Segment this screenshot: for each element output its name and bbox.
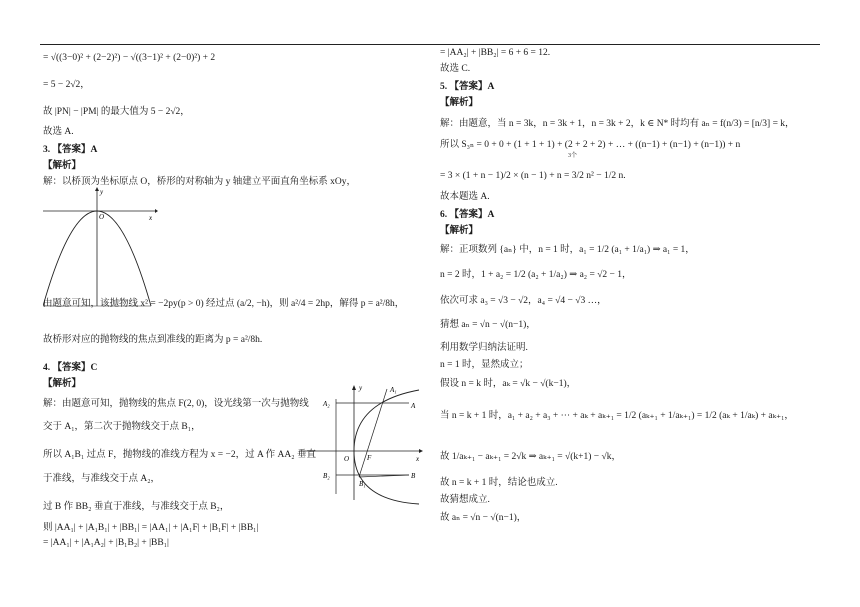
equation-line: = 5 − 2√2， bbox=[43, 80, 90, 90]
axis-label-y: y bbox=[100, 188, 104, 196]
q6-text: 当 n = k + 1 时，a₁ + a₂ + a₃ + ⋯ + aₖ + aₖ₊₁ = 1/2 (aₖ₊₁ + 1/aₖ₊₁) = 1/2 (aₖ + 1/aₖ) + aₖ₊₁， bbox=[440, 411, 794, 421]
q4-text: 所以 A₁B₁ 过点 F，抛物线的准线方程为 x = −2，过 A 作 AA₂ 垂直 bbox=[43, 450, 316, 460]
equation-line: = √((3−0)² + (2−2)²) − √((3−1)² + (2−0)²) + 2 bbox=[43, 53, 216, 63]
q6-text: 故 aₙ = √n − √(n−1)， bbox=[440, 513, 527, 523]
q6-text: 解：正项数列 {aₙ} 中，n = 1 时，a₁ = 1/2 (a₁ + 1/a₁) ⇒ a₁ = 1， bbox=[440, 245, 695, 255]
q6-text: 猜想 aₙ = √n − √(n−1)， bbox=[440, 320, 536, 330]
point-label-b1: B₁ bbox=[359, 480, 366, 488]
origin-label: O bbox=[344, 455, 350, 463]
equation-line: = |AA₂| + |BB₂| = 6 + 6 = 12. bbox=[440, 48, 551, 58]
q4-text: 交于 A₁，第二次于抛物线交于点 B₁， bbox=[43, 422, 201, 432]
point-label-a1: A₁ bbox=[390, 386, 397, 394]
axis-label-x: x bbox=[149, 214, 153, 222]
point-label-a: A bbox=[411, 402, 416, 410]
focus-label: F bbox=[367, 454, 372, 462]
conclusion-line: 故 |PN| − |PM| 的最大值为 5 − 2√2， bbox=[43, 107, 190, 117]
q6-text: 故 1/aₖ₊₁ − aₖ₊₁ = 2√k ⇒ aₖ₊₁ = √(k+1) − √k， bbox=[440, 452, 622, 462]
q5-text: 所以 S₃ₙ = 0 + 0 + (1 + 1 + 1) + (2 + 2 + 2) + … + ((n−1) + (n−1) + (n−1)) + n bbox=[440, 140, 741, 150]
q5-brace-note: 3个 bbox=[568, 153, 578, 159]
axis-label-x: x bbox=[416, 455, 420, 463]
q3-text: 由题意可知，该抛物线 x² = −2py(p > 0) 经过点 (a/2, −h)，则 a²/4 = 2hp，解得 p = a²/8h， bbox=[43, 299, 405, 309]
reflection-parabola-figure bbox=[299, 382, 426, 505]
q6-answer: 6. 【答案】A bbox=[440, 210, 495, 220]
q4-analysis-label: 【解析】 bbox=[43, 379, 82, 389]
q6-text: n = 2 时，1 + a₂ = 1/2 (a₂ + 1/a₂) ⇒ a₂ = √2 − 1， bbox=[440, 270, 632, 280]
q3-text: 故桥形对应的抛物线的焦点到准线的距离为 p = a²/8h. bbox=[43, 335, 263, 345]
q5-text: 解：由题意，当 n = 3k，n = 3k + 1，n = 3k + 2，k ∈ N* 时均有 aₙ = f(n/3) = [n/3] = k， bbox=[440, 119, 795, 129]
point-label-b2: B₂ bbox=[323, 472, 330, 480]
q4-text: 则 |AA₁| + |A₁B₁| + |BB₁| = |AA₁| + |A₁F| + |B₁F| + |BB₁| bbox=[43, 523, 259, 533]
q6-analysis-label: 【解析】 bbox=[440, 226, 479, 236]
q6-text: 依次可求 a₃ = √3 − √2，a₄ = √4 − √3 …， bbox=[440, 296, 607, 306]
q5-text: 故本题选 A. bbox=[440, 192, 490, 202]
q5-answer: 5. 【答案】A bbox=[440, 82, 495, 92]
q5-analysis-label: 【解析】 bbox=[440, 98, 479, 108]
q4-text: 于准线，与准线交于点 A₂， bbox=[43, 474, 161, 484]
q4-answer: 4. 【答案】C bbox=[43, 363, 98, 373]
axis-label-y: y bbox=[359, 384, 363, 392]
bridge-parabola-figure bbox=[43, 186, 158, 311]
q6-text: 假设 n = k 时，aₖ = √k − √(k−1)， bbox=[440, 379, 577, 389]
q4-text: = |AA₁| + |A₁A₂| + |B₁B₂| + |BB₁| bbox=[43, 538, 169, 548]
q4-text: 解：由题意可知，抛物线的焦点 F(2, 0)，设光线第一次与抛物线 bbox=[43, 399, 309, 409]
q3-answer: 3. 【答案】A bbox=[43, 145, 98, 155]
q6-text: 利用数学归纳法证明. bbox=[440, 343, 528, 353]
q6-text: 故猜想成立. bbox=[440, 495, 490, 505]
choice-line: 故选 A. bbox=[43, 127, 74, 137]
q3-analysis-label: 【解析】 bbox=[43, 161, 82, 171]
point-label-a2: A₂ bbox=[323, 400, 330, 408]
q5-text: = 3 × (1 + n − 1)/2 × (n − 1) + n = 3/2 n² − 1/2 n. bbox=[440, 171, 626, 181]
q3-text: 解：以桥顶为坐标原点 O，桥形的对称轴为 y 轴建立平面直角坐标系 xOy， bbox=[43, 177, 356, 187]
top-rule bbox=[40, 44, 820, 45]
choice-line: 故选 C. bbox=[440, 64, 471, 74]
point-label-b: B bbox=[411, 472, 416, 480]
origin-label: O bbox=[99, 213, 105, 221]
q6-text: 故 n = k + 1 时，结论也成立. bbox=[440, 478, 558, 488]
q4-text: 过 B 作 BB₂ 垂直于准线，与准线交于点 B₂， bbox=[43, 502, 230, 512]
q6-text: n = 1 时，显然成立； bbox=[440, 360, 529, 370]
